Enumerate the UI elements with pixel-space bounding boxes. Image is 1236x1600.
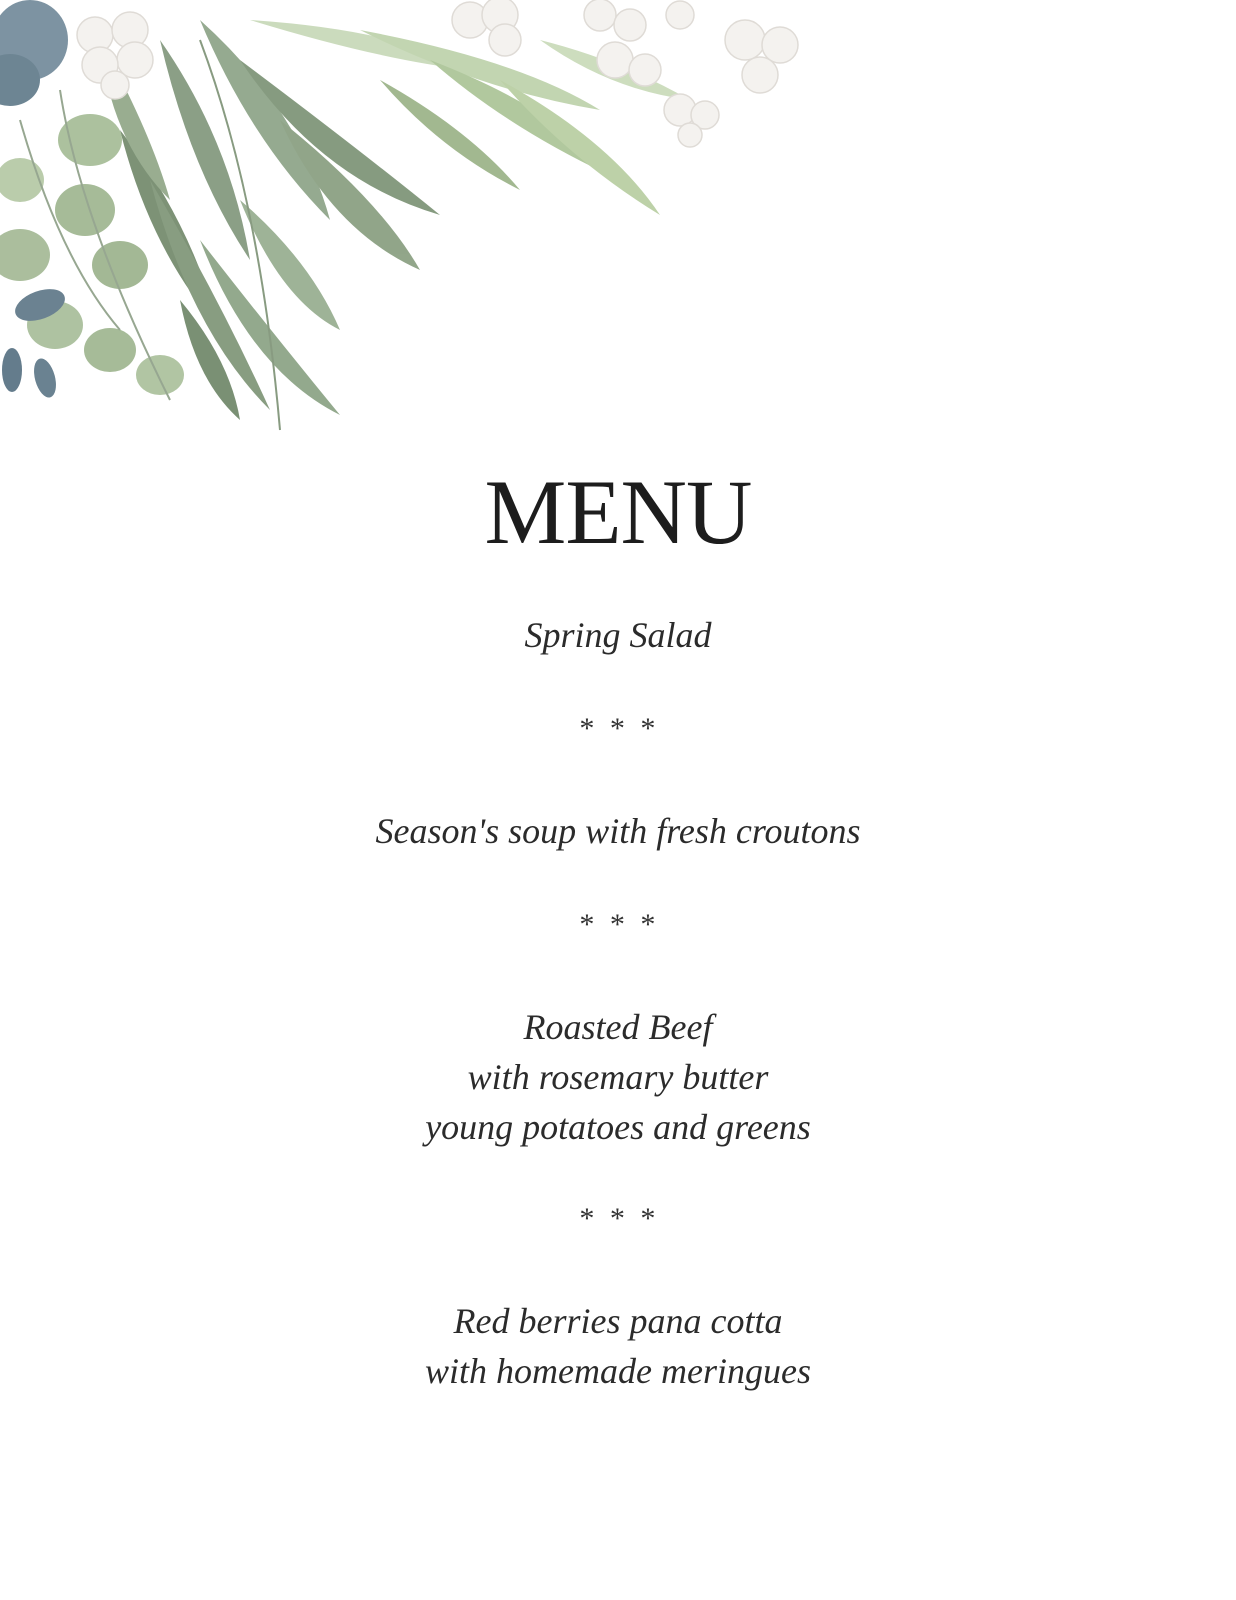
course-main — [0, 1002, 1236, 1152]
course-line: Roasted Beef — [523, 1007, 713, 1047]
course-separator: * * * — [578, 712, 658, 745]
course-starter — [0, 610, 1236, 660]
course-line: Season's soup with fresh croutons — [375, 811, 861, 851]
course-separator: * * * — [578, 1202, 658, 1235]
course-line: with homemade meringues — [425, 1351, 811, 1391]
foliage-illustration — [0, 0, 840, 460]
course-line: Red berries pana cotta — [453, 1301, 783, 1341]
course-line: with rosemary butter — [467, 1057, 769, 1097]
course-dessert — [0, 1296, 1236, 1396]
course-soup — [0, 806, 1236, 856]
course-separator: * * * — [578, 908, 658, 941]
course-line: young potatoes and greens — [425, 1107, 811, 1147]
menu-title: MENU — [484, 461, 752, 563]
course-line: Spring Salad — [524, 615, 712, 655]
